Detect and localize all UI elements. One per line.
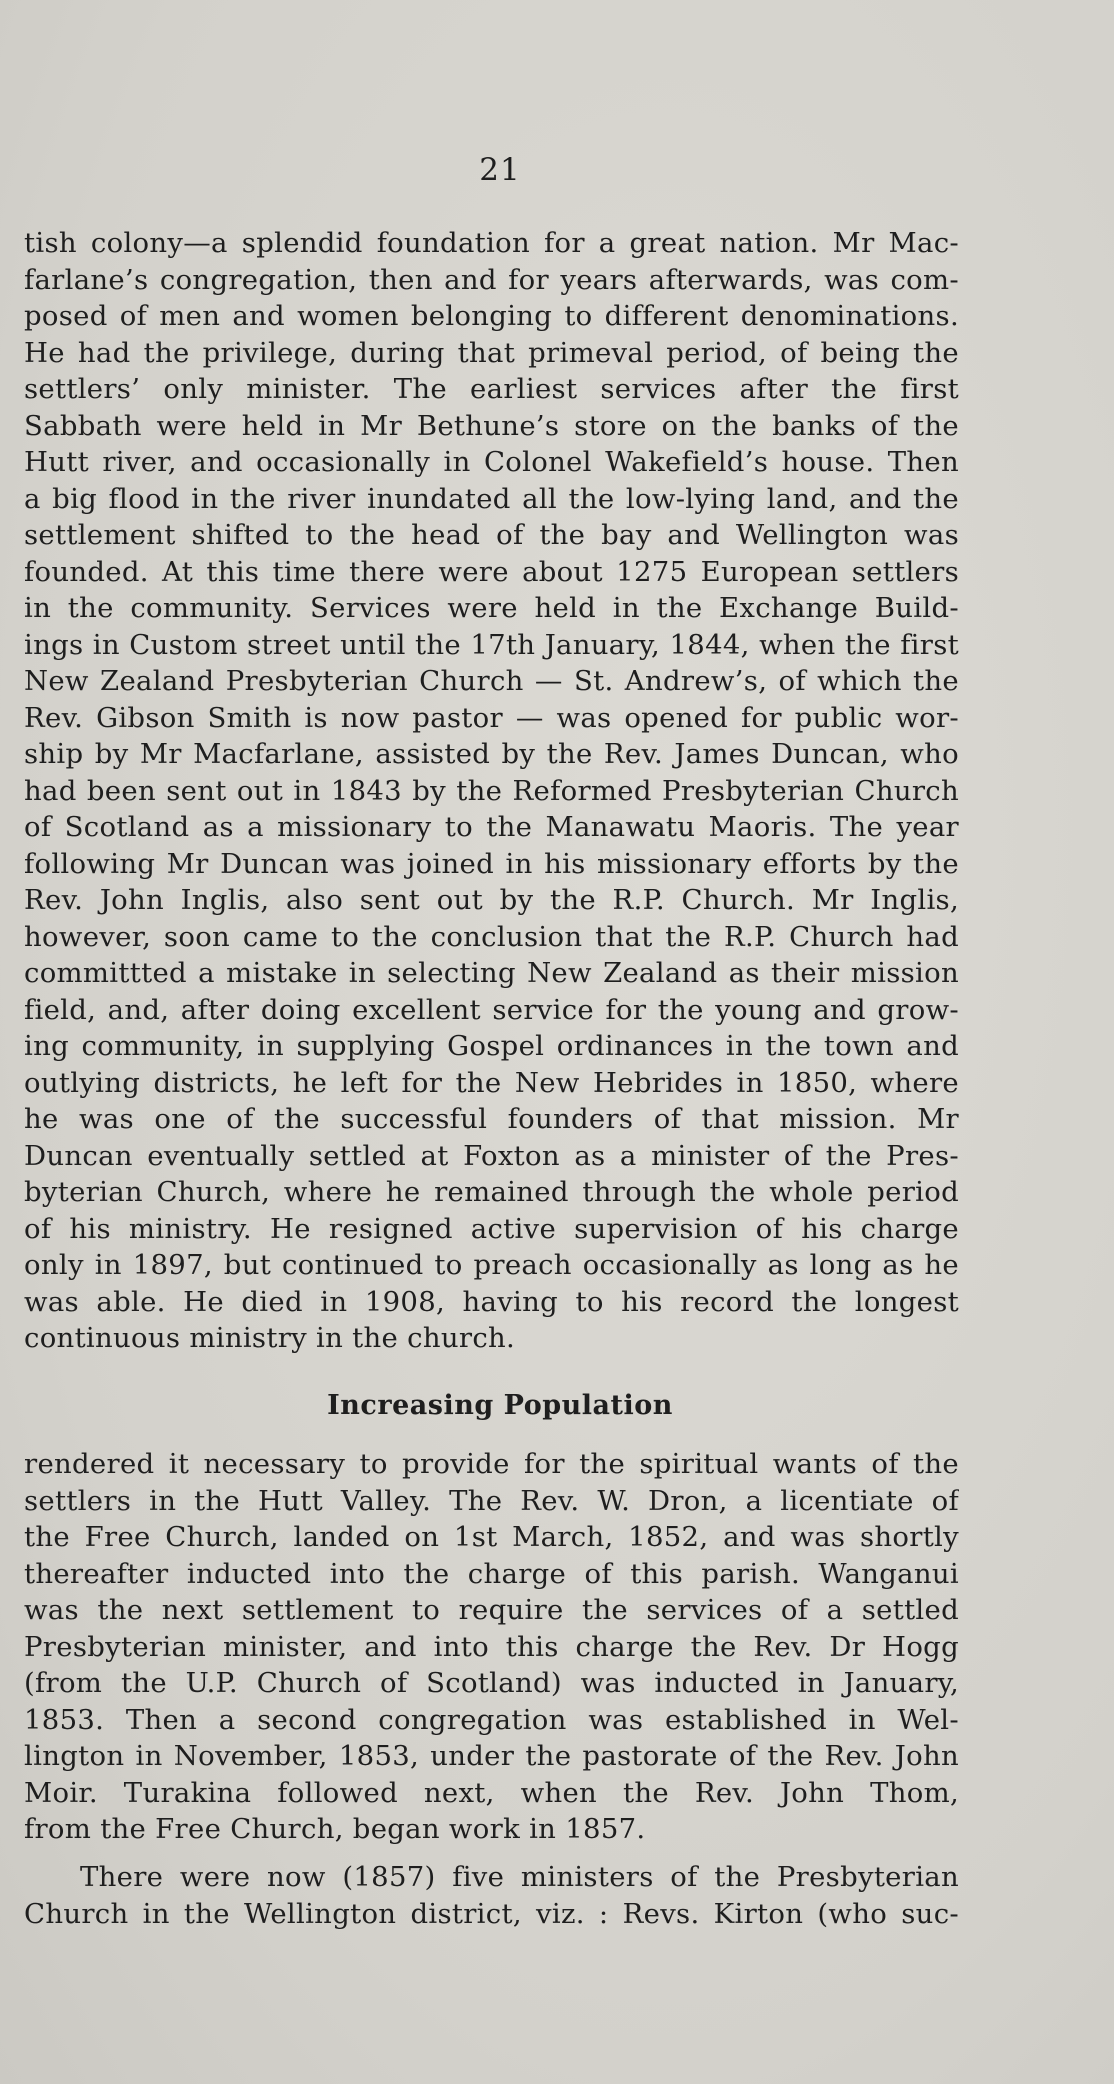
- text-line: Hutt river, and occasionally in Colonel Wakefield’s house. Then: [24, 446, 959, 478]
- text-line: 1853. Then a second congregation was established in Wel-: [24, 1703, 959, 1736]
- text-line: he was one of the successful founders of that mission. Mr: [24, 1103, 959, 1135]
- text-line: lington in November, 1853, under the pastorate of the Rev. John: [24, 1740, 959, 1772]
- text-line: New Zealand Presbyterian Church — St. Andrew’s, of which the: [24, 665, 959, 697]
- text-line: Rev. John Inglis, also sent out by the R.P. Church. Mr Inglis,: [24, 884, 959, 916]
- text-line: was the next settlement to require the services of a settled: [24, 1594, 959, 1626]
- text-line: rendered it necessary to provide for the spiritual wants of the: [24, 1448, 959, 1480]
- text-line: settlers in the Hutt Valley. The Rev. W. Dron, a licentiate of: [24, 1484, 959, 1517]
- text-line: byterian Church, where he remained through the whole period: [24, 1176, 959, 1208]
- text-line: the Free Church, landed on 1st March, 1852, and was shortly: [24, 1521, 959, 1553]
- text-line: only in 1897, but continued to preach occasionally as long as he: [24, 1249, 959, 1281]
- text-line: ings in Custom street until the 17th January, 1844, when the first: [24, 628, 959, 661]
- text-line: Duncan eventually settled at Foxton as a minister of the Pres-: [24, 1139, 959, 1172]
- paragraph-1: [24, 225, 959, 1357]
- text-line: He had the privilege, during that primeval period, of being the: [24, 336, 959, 369]
- paragraph-2: [24, 1446, 959, 1848]
- text-line: posed of men and women belonging to different denominations.: [24, 300, 959, 332]
- text-line: Presbyterian minister, and into this charge the Rev. Dr Hogg: [24, 1630, 959, 1663]
- text-line: Sabbath were held in Mr Bethune’s store on the banks of the: [24, 409, 959, 442]
- text-line: had been sent out in 1843 by the Reformed Presbyterian Church: [24, 774, 959, 807]
- paragraph-3: [24, 1859, 959, 1932]
- text-line: There were now (1857) five ministers of the Presbyterian: [80, 1861, 959, 1893]
- text-line: tish colony—a splendid foundation for a great nation. Mr Mac-: [24, 227, 959, 259]
- text-line: settlers’ only minister. The earliest services after the first: [24, 373, 959, 405]
- text-line: was able. He died in 1908, having to his record the longest: [24, 1285, 959, 1318]
- text-line: following Mr Duncan was joined in his missionary efforts by the: [24, 847, 959, 880]
- text-line: ing community, in supplying Gospel ordinances in the town and: [24, 1030, 959, 1062]
- text-line: Church in the Wellington district, viz. : Revs. Kirton (who suc-: [24, 1897, 959, 1930]
- text-line: committted a mistake in selecting New Zealand as their mission: [24, 957, 959, 989]
- text-line: ship by Mr Macfarlane, assisted by the Rev. James Duncan, who: [24, 738, 959, 770]
- text-line: field, and, after doing excellent service for the young and grow-: [24, 993, 959, 1026]
- text-line: thereafter inducted into the charge of this parish. Wanganui: [24, 1557, 959, 1590]
- text-line: farlane’s congregation, then and for years afterwards, was com-: [24, 263, 959, 296]
- section-heading: Increasing Population: [327, 1390, 673, 1421]
- text-line: founded. At this time there were about 1275 European settlers: [24, 555, 959, 588]
- text-line: Moir. Turakina followed next, when the Rev. John Thom,: [24, 1776, 959, 1809]
- text-line: Rev. Gibson Smith is now pastor — was opened for public wor-: [24, 701, 959, 734]
- text-line: outlying districts, he left for the New Hebrides in 1850, where: [24, 1066, 959, 1099]
- text-line: from the Free Church, began work in 1857.: [24, 1813, 646, 1845]
- text-line: of Scotland as a missionary to the Manawatu Maoris. The year: [24, 811, 959, 843]
- text-line: settlement shifted to the head of the bay and Wellington was: [24, 519, 959, 551]
- text-line: continuous ministry in the church.: [24, 1322, 516, 1354]
- text-line: however, soon came to the conclusion that the R.P. Church had: [24, 920, 959, 953]
- text-line: a big flood in the river inundated all the low-lying land, and the: [24, 482, 959, 515]
- page-number: 21: [479, 152, 521, 188]
- text-line: of his ministry. He resigned active supervision of his charge: [24, 1212, 959, 1245]
- text-line: in the community. Services were held in the Exchange Build-: [24, 592, 959, 624]
- text-line: (from the U.P. Church of Scotland) was inducted in January,: [24, 1667, 959, 1699]
